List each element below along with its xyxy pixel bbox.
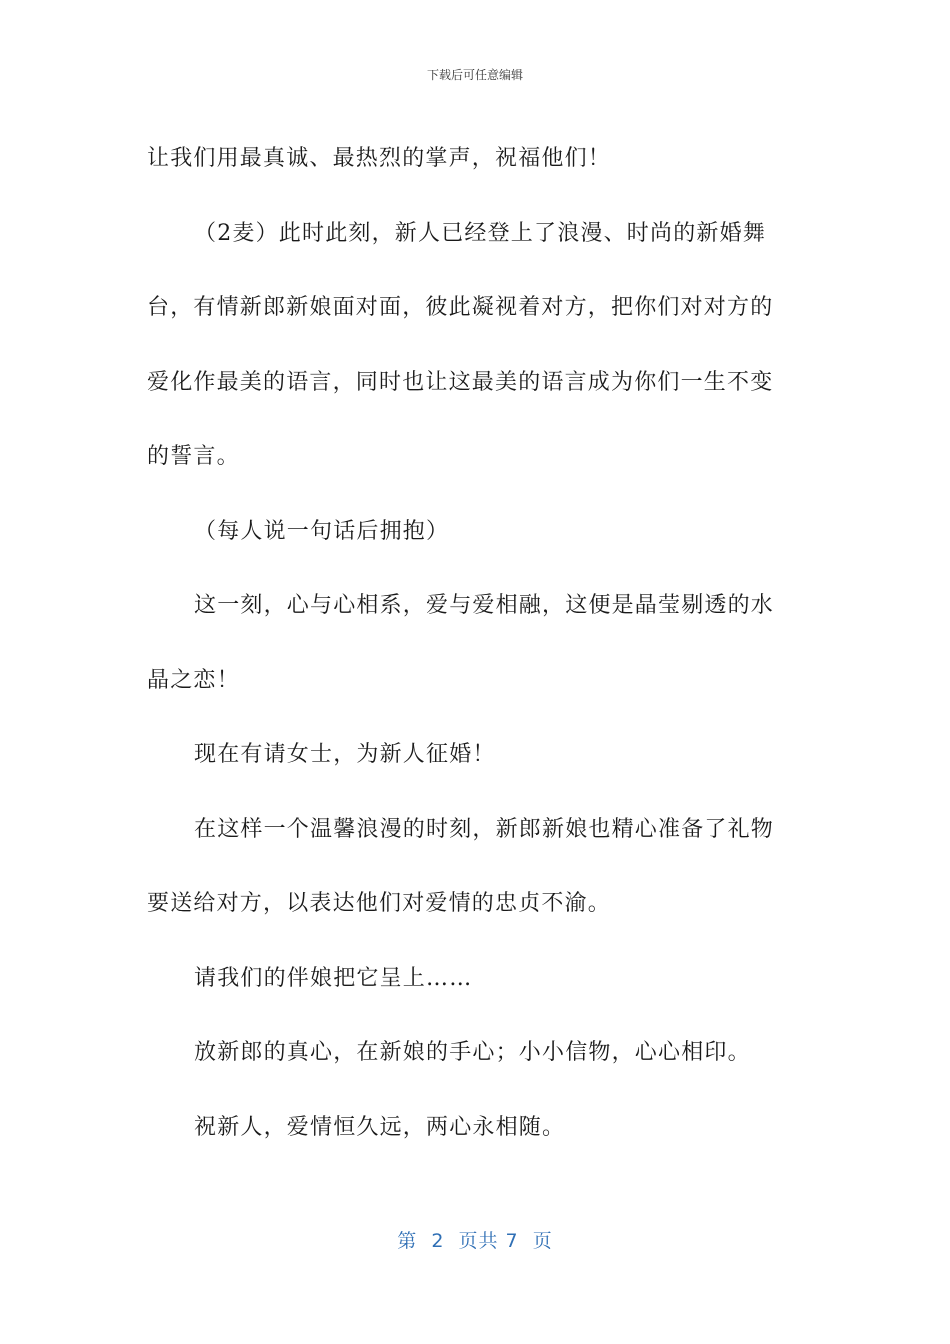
text-line: 放新郎的真心，在新娘的手心；小小信物，心心相印。 (194, 1040, 751, 1065)
text-line: 爱化作最美的语言，同时也让这最美的语言成为你们一生不变 (147, 369, 774, 395)
page-header: 下载后可任意编辑 (426, 68, 523, 82)
text-line: 这一刻，心与心相系，爱与爱相融，这便是晶莹剔透的水 (194, 593, 775, 618)
text-line: 让我们用最真诚、最热烈的掌声，祝福他们！ (147, 146, 612, 171)
text-line: （2麦）此时此刻，新人已经登上了浪漫、时尚的新婚舞 (194, 220, 766, 246)
text-line: 晶之恋！ (147, 667, 240, 693)
text-line: 的誓言。 (147, 444, 240, 469)
text-line: （每人说一句话后拥抱） (194, 518, 450, 544)
text-line: 祝新人，爱情恒久远，两心永相随。 (194, 1114, 566, 1140)
text-line: 现在有请女士，为新人征婚！ (194, 742, 496, 767)
text-line: 要送给对方，以表达他们对爱情的忠贞不渝。 (147, 891, 612, 916)
text-line: 请我们的伴娘把它呈上…… (194, 965, 473, 991)
text-line: 台，有情新郎新娘面对面，彼此凝视着对方，把你们对对方的 (147, 295, 774, 320)
page-footer: 第 2 页共 7 页 (397, 1230, 553, 1252)
document-body (147, 122, 797, 1165)
text-line: 在这样一个温馨浪漫的时刻，新郎新娘也精心准备了礼物 (194, 816, 775, 842)
